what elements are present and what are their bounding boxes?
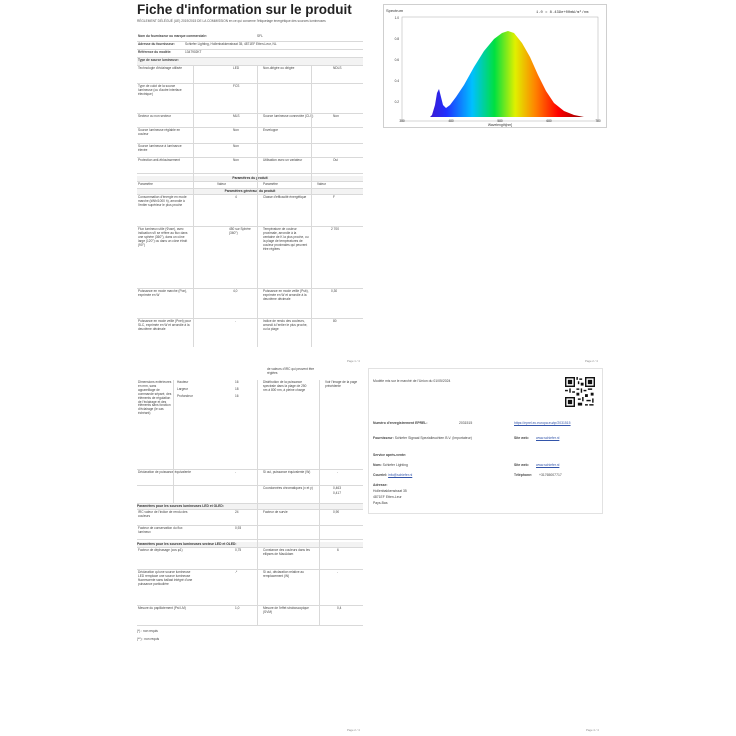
column-header-row — [137, 182, 363, 189]
col-header: Paramètre — [263, 182, 278, 186]
service-name — [373, 463, 408, 467]
row-value-2: F — [333, 195, 335, 199]
column-divider — [193, 66, 194, 347]
continuation-text: de valeurs d'IRC qui peuvent être réglées — [267, 367, 315, 375]
equivalent-power-row — [137, 470, 363, 486]
chroma-y: 0,417 — [333, 491, 341, 495]
row-value-2: 6 — [337, 548, 339, 552]
x-axis-label: Wavelength[nm] — [487, 123, 513, 127]
spectrum-legend: 1.0 = 8.439e+00mW/m²/nm — [536, 11, 589, 15]
page-number: Page 4 / 4 — [586, 728, 599, 732]
spectrum-svg — [384, 5, 606, 127]
table-row — [137, 606, 363, 626]
row-value: Non — [233, 158, 239, 162]
supplier-name-row — [137, 34, 363, 42]
table-row — [137, 319, 363, 347]
table-row — [137, 195, 363, 227]
row-value: Non — [233, 128, 239, 132]
footnote: (**) : non requis — [137, 637, 160, 641]
row-value-2: NDLS — [333, 66, 342, 70]
dim-value: 16 — [235, 394, 239, 398]
row-value: 4 — [235, 195, 237, 199]
dim-value: 16 — [235, 380, 239, 384]
row-value-2: 0,30 — [331, 289, 338, 293]
name-label: Nom: — [373, 463, 382, 467]
chroma-x: 0,463 — [333, 486, 341, 490]
row-value: 0,93 — [235, 526, 242, 530]
row-param: Facteur de déphasage (cos φ1) — [138, 548, 183, 552]
equiv-label: Déclaration de puissance équivalente — [138, 470, 191, 474]
row-value-2: 0,90 — [333, 510, 340, 514]
table-row — [137, 227, 363, 289]
column-divider — [311, 66, 312, 347]
column-divider — [257, 380, 258, 626]
row-value-2: 0,4 — [337, 606, 342, 610]
col-header: Valeur — [217, 182, 226, 186]
row-param: Puissance en mode marche (Pon), exprimée en W — [138, 289, 188, 297]
model-row — [137, 50, 363, 58]
market-date: Modèle mis sur le marché de l'Union du 01/05/2024 — [373, 379, 451, 383]
spectrum-label: Spectrum — [386, 8, 404, 13]
table-row — [137, 548, 363, 570]
col-header: Valeur — [317, 182, 326, 186]
equiv-param: Si oui, puissance équivalente (W) — [263, 470, 311, 474]
x-tick: 580 — [497, 119, 503, 123]
product-info-page-1 — [133, 0, 369, 364]
column-divider — [319, 380, 320, 626]
y-tick: 1.0 — [394, 16, 399, 20]
regulation-text: RÈGLEMENT DÉLÉGUÉ (UE) 2019/2015 DE LA COMMISSION en ce qui concerne l'étiquetage énergétique des sources lumineuses — [137, 19, 326, 23]
row-param-2: Facteur de survie — [263, 510, 288, 514]
dim-name: Largeur — [177, 387, 188, 391]
table-row — [137, 66, 363, 84]
row-param: Source lumineuse à luminance élevée — [138, 144, 182, 152]
page-number: Page 2 / 4 — [585, 359, 598, 363]
product-info-page-3 — [368, 368, 603, 514]
eprel-link[interactable]: https://eprel.ec.europa.eu/qr/2031515 — [514, 421, 571, 425]
led-params-header: Paramètres pour les sources lumineuses LED et OLED: — [137, 504, 363, 510]
equiv-value: - — [235, 470, 237, 474]
table-row — [137, 526, 363, 540]
page-title: Fiche d'information sur le produit — [137, 2, 352, 17]
row-value: MLS — [233, 114, 240, 118]
row-value: 1,0 — [235, 606, 240, 610]
product-info-page-2 — [133, 368, 369, 736]
row-value: LED — [233, 66, 240, 70]
light-source-type-row — [137, 58, 363, 66]
dim-name: Hauteur — [177, 380, 189, 384]
table-row — [137, 114, 363, 128]
supplier-address-value: Schiefer Lighting, Hollenbakkenstraat 35, 4871EF Etten-Leur, NL — [185, 42, 277, 46]
email-info — [373, 473, 412, 477]
row-param: Source lumineuse réglable en couleur — [138, 128, 181, 136]
website2-label: Site web: — [514, 463, 529, 467]
table-row — [137, 570, 363, 606]
row-value: FCS — [233, 84, 240, 88]
row-param-2: Indice de rendu des couleurs, arrondi à l'entier le plus proche, ou la plage — [263, 319, 308, 331]
spectral-label: Distribution de la puissance spectrale dans la plage de 250 nm à 800 nm, à pleine charge — [263, 380, 307, 392]
row-value: 24 — [235, 510, 239, 514]
supplier-name-value: SFL — [257, 34, 263, 38]
supplier-info — [373, 436, 509, 440]
table-row — [137, 289, 363, 319]
row-value-2: 2 700 — [331, 227, 339, 231]
row-param-2: Puissance en mode veille (Psb), exprimée en W et arrondie à la deuxième décimale — [263, 289, 309, 301]
row-param: Déclaration qu'une source lumineuse LED remplace une source lumineuse fluorescente sans ballast intégré d'une puissance particulière — [138, 570, 193, 586]
table-row — [137, 144, 363, 158]
row-param-2: Enveloppe — [263, 128, 279, 132]
row-value-2: 80 — [333, 319, 337, 323]
row-param-2: Température de couleur proximale, arrondie à la centaine de K la plus proche, ou la plage de températures de couleur proximales qui peuvent être réglées — [263, 227, 309, 251]
table-row — [137, 128, 363, 144]
service-header: Service après-vente: — [373, 453, 407, 457]
address-line: Pays-Bas — [373, 501, 388, 505]
table-row — [137, 84, 363, 114]
spectrum-chart — [383, 4, 607, 128]
row-param-2: Mesure de l'effet stroboscopique (SVM) — [263, 606, 309, 614]
model-label: Référence du modèle: — [138, 50, 172, 54]
address-line: Hollenbakkenstraat 35 — [373, 489, 407, 493]
dim-value: 18 — [235, 387, 239, 391]
general-params-header: Paramètres généraux du produit — [137, 189, 363, 195]
supplier-value: Schiefer Signaal Spezialleuchten B.V. (Importateur) — [394, 436, 472, 440]
email-label: Courriel: — [373, 473, 388, 477]
row-param-2: Classe d'efficacité énergétique — [263, 195, 307, 199]
row-param-2: Source lumineuse connectée (CLS) — [263, 114, 314, 118]
phone-value: +31765007717 — [539, 473, 562, 477]
dimensions-row — [137, 380, 363, 470]
qr-code-icon[interactable] — [565, 377, 595, 407]
x-tick: 480 — [448, 119, 454, 123]
supplier-label: Fournisseur: — [373, 436, 394, 440]
eprel-label: Numéro d'enregistrement EPREL: — [373, 421, 428, 425]
row-param-2: Constance des couleurs dans les ellipses de MacAdam — [263, 548, 310, 556]
row-param-2: Non-dirigée ou dirigée — [263, 66, 295, 70]
address-line: 4871EF Etten-Leur — [373, 495, 402, 499]
address-label: Adresse: — [373, 483, 388, 487]
table-row — [137, 510, 363, 526]
row-param: Mesure du papillotement (Pst LM) — [138, 606, 186, 610]
row-param: Type de culot de la source lumineuse (ou d'autre interface électrique) — [138, 84, 182, 96]
website2-link[interactable]: www.schiefer.nl — [536, 463, 560, 467]
name-value: Schiefer Lighting — [382, 463, 408, 467]
y-tick: 0.4 — [394, 79, 399, 83]
row-param-2: Utilisation avec un variateur — [263, 158, 303, 162]
website-label: Site web: — [514, 436, 529, 440]
mains-params-header: Paramètres pour les sources lumineuses secteur LED et OLED: — [137, 542, 363, 548]
supplier-name-label: Nom du fournisseur ou marque commerciale: — [138, 34, 207, 38]
row-param: Flux lumineux utile (Φuse), avec indication s'il se réfère au flux dans une sphère (360°), dans un cône large (120°) ou dans un cône étroit (90°) — [138, 227, 188, 247]
page-number: Page 2 / 4 — [347, 728, 360, 732]
eprel-value: 2031515 — [459, 421, 473, 425]
x-tick: 780 — [595, 119, 601, 123]
row-param: Puissance en mode veille (Pnet) pour SLC, exprimée en W et arrondie à la deuxième décimale — [138, 319, 191, 331]
light-source-type-label: Type de source lumineuse: — [138, 58, 179, 62]
row-param-2: Si oui, déclaration relative au remplacement (W) — [263, 570, 304, 578]
phone-label: Téléphone: — [514, 473, 533, 477]
supplier-address-label: Adresse du fournisseur: — [138, 42, 175, 46]
row-value-2: Non — [333, 114, 339, 118]
row-param: Facteur de conservation du flux lumineux — [138, 526, 183, 534]
row-param: IRC valeur de l'indice de rendu des couleurs — [138, 510, 188, 518]
x-tick: 380 — [399, 119, 405, 123]
website-link[interactable]: www.schiefer.nl — [536, 436, 560, 440]
row-value: 4,0 — [233, 289, 238, 293]
equiv-param-value: - — [337, 470, 339, 474]
column-divider — [173, 380, 174, 504]
email-link[interactable]: info@schiefer.nl — [388, 473, 413, 477]
row-param: Consommation d'énergie en mode marche (kWh/1000 h), arrondie à l'entier supérieur le plus proche — [138, 195, 187, 207]
y-tick: 0.6 — [394, 58, 399, 62]
row-value: - — [235, 319, 237, 323]
row-param: Protection anti-éblouissement — [138, 158, 180, 162]
model-value: 1347902KT — [185, 50, 202, 54]
dim-name: Profondeur — [177, 394, 193, 398]
row-param: Secteur ou non secteur — [138, 114, 171, 118]
row-value: Non — [233, 144, 239, 148]
y-tick: 0.8 — [394, 37, 399, 41]
row-value: 450 sur Sphère (360°) — [229, 227, 251, 235]
x-tick: 680 — [546, 119, 552, 123]
footnote: (*) : non requis — [137, 629, 158, 633]
spectral-value: Voir l'image de la page précédente — [325, 380, 358, 388]
chromaticity-row — [137, 486, 363, 504]
chroma-label: Coordonnées chromatiques (x et y) — [263, 486, 313, 490]
dimensions-label: Dimensions extérieures en mm, sans appareillage de commande séparé, des éléments de régulation de l'éclairage et des éléments sans fonction d'éclairage (le cas échéant) — [138, 380, 172, 416]
y-tick: 0.2 — [394, 100, 399, 104]
row-value: -* — [235, 570, 238, 574]
page-number: Page 1 / 4 — [347, 359, 360, 363]
row-value-2: - — [337, 570, 339, 574]
product-params-header: Paramètres du produit — [137, 176, 363, 182]
column-divider — [257, 66, 258, 347]
row-value-2: Oui — [333, 158, 338, 162]
table-row — [137, 158, 363, 174]
col-header: Paramètre — [138, 182, 153, 186]
row-param: Technologie d'éclairage utilisée — [138, 66, 183, 70]
supplier-address-row — [137, 42, 363, 50]
row-value: 0,75 — [235, 548, 242, 552]
